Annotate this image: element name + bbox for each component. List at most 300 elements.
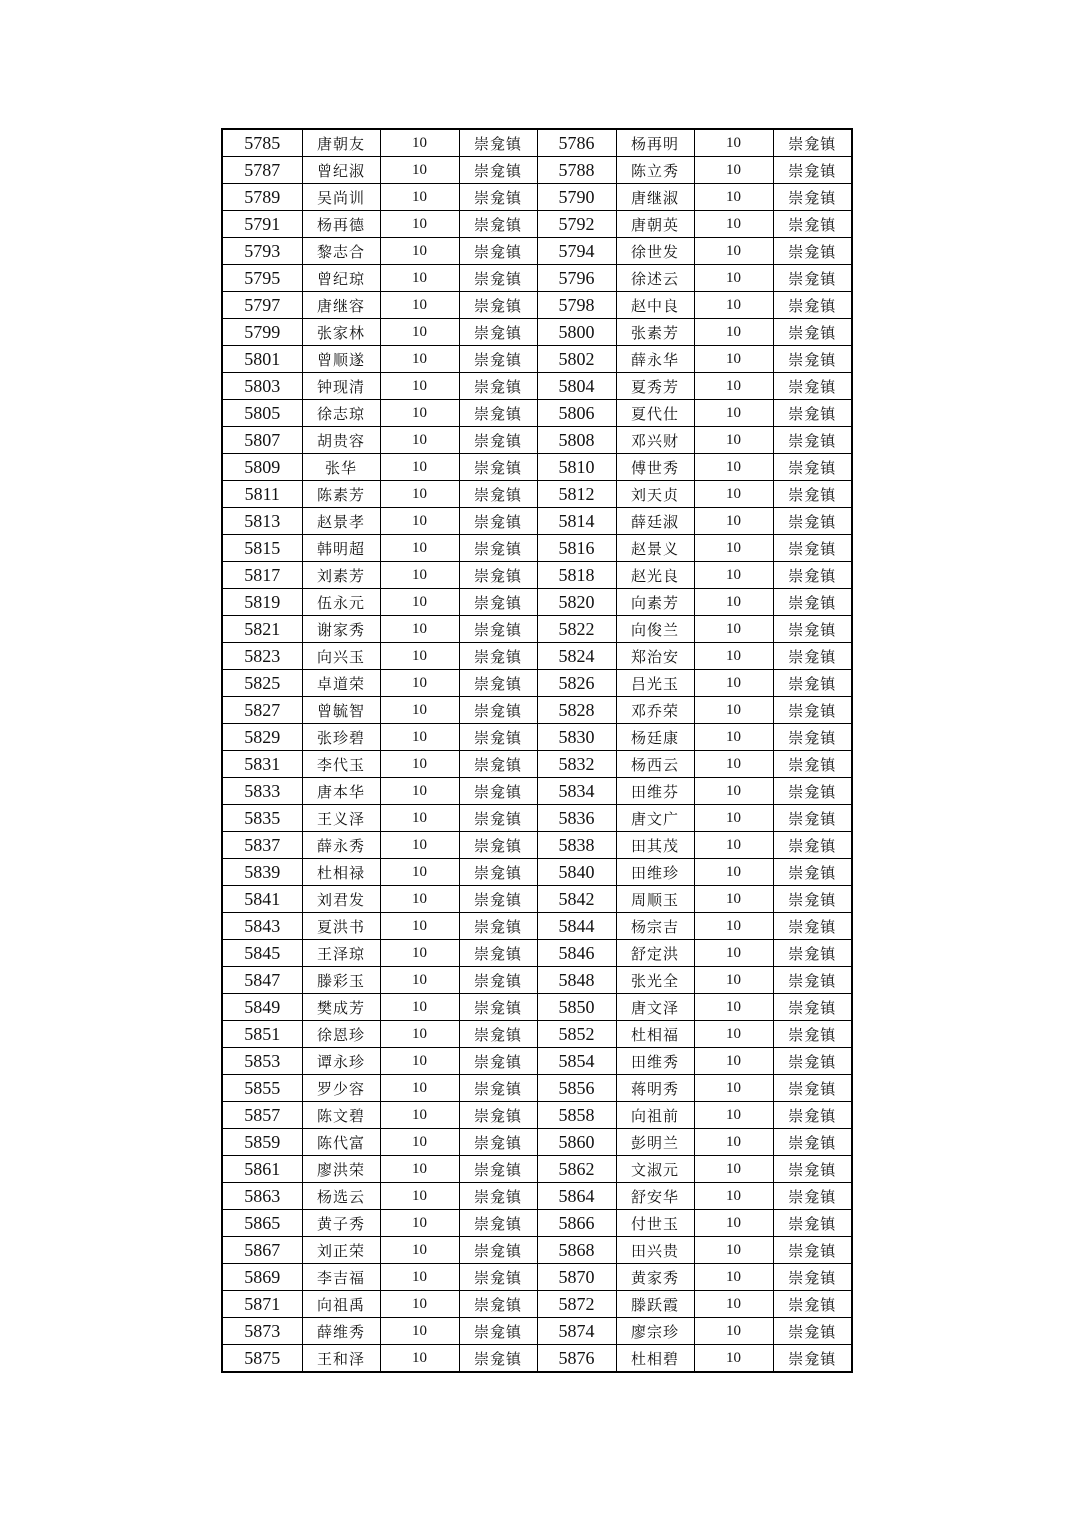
table-row xyxy=(222,1264,852,1291)
amount: 10 xyxy=(694,481,773,508)
amount: 10 xyxy=(694,562,773,589)
person-name: 邓乔荣 xyxy=(616,697,694,724)
entry-number: 5815 xyxy=(222,535,302,562)
amount: 10 xyxy=(694,1264,773,1291)
person-name: 杜相福 xyxy=(616,1021,694,1048)
person-name: 张素芳 xyxy=(616,319,694,346)
person-name: 王泽琼 xyxy=(302,940,380,967)
town-name: 崇龛镇 xyxy=(773,157,852,184)
person-name: 薛永华 xyxy=(616,346,694,373)
entry-number: 5864 xyxy=(537,1183,616,1210)
table-row xyxy=(222,724,852,751)
person-name: 黄家秀 xyxy=(616,1264,694,1291)
town-name: 崇龛镇 xyxy=(459,1291,537,1318)
person-name: 赵景孝 xyxy=(302,508,380,535)
person-name: 唐朝英 xyxy=(616,211,694,238)
town-name: 崇龛镇 xyxy=(459,427,537,454)
town-name: 崇龛镇 xyxy=(773,211,852,238)
town-name: 崇龛镇 xyxy=(773,1345,852,1373)
town-name: 崇龛镇 xyxy=(459,778,537,805)
amount: 10 xyxy=(694,859,773,886)
town-name: 崇龛镇 xyxy=(773,670,852,697)
person-name: 张珍碧 xyxy=(302,724,380,751)
person-name: 田维珍 xyxy=(616,859,694,886)
entry-number: 5862 xyxy=(537,1156,616,1183)
entry-number: 5874 xyxy=(537,1318,616,1345)
person-name: 徐述云 xyxy=(616,265,694,292)
town-name: 崇龛镇 xyxy=(459,265,537,292)
town-name: 崇龛镇 xyxy=(773,129,852,157)
person-name: 徐志琼 xyxy=(302,400,380,427)
amount: 10 xyxy=(694,589,773,616)
amount: 10 xyxy=(694,1210,773,1237)
person-name: 田其茂 xyxy=(616,832,694,859)
town-name: 崇龛镇 xyxy=(459,373,537,400)
town-name: 崇龛镇 xyxy=(773,454,852,481)
town-name: 崇龛镇 xyxy=(459,400,537,427)
amount: 10 xyxy=(694,1102,773,1129)
amount: 10 xyxy=(694,1129,773,1156)
entry-number: 5833 xyxy=(222,778,302,805)
table-row xyxy=(222,670,852,697)
table-row xyxy=(222,265,852,292)
person-name: 薛永秀 xyxy=(302,832,380,859)
amount: 10 xyxy=(380,508,459,535)
table-row xyxy=(222,211,852,238)
person-name: 杨再德 xyxy=(302,211,380,238)
table-row xyxy=(222,346,852,373)
amount: 10 xyxy=(694,265,773,292)
town-name: 崇龛镇 xyxy=(773,616,852,643)
town-name: 崇龛镇 xyxy=(459,697,537,724)
town-name: 崇龛镇 xyxy=(459,319,537,346)
town-name: 崇龛镇 xyxy=(459,508,537,535)
person-name: 夏代仕 xyxy=(616,400,694,427)
table-row xyxy=(222,589,852,616)
amount: 10 xyxy=(380,373,459,400)
person-name: 向祖禹 xyxy=(302,1291,380,1318)
entry-number: 5869 xyxy=(222,1264,302,1291)
town-name: 崇龛镇 xyxy=(459,184,537,211)
person-name: 杨宗吉 xyxy=(616,913,694,940)
person-name: 赵景义 xyxy=(616,535,694,562)
person-name: 周顺玉 xyxy=(616,886,694,913)
amount: 10 xyxy=(694,994,773,1021)
town-name: 崇龛镇 xyxy=(459,1345,537,1373)
town-name: 崇龛镇 xyxy=(773,427,852,454)
town-name: 崇龛镇 xyxy=(773,643,852,670)
table-row xyxy=(222,859,852,886)
table-row xyxy=(222,1156,852,1183)
table-row xyxy=(222,129,852,157)
person-name: 杨再明 xyxy=(616,129,694,157)
person-name: 吴尚训 xyxy=(302,184,380,211)
town-name: 崇龛镇 xyxy=(773,1075,852,1102)
entry-number: 5791 xyxy=(222,211,302,238)
town-name: 崇龛镇 xyxy=(459,967,537,994)
person-name: 杜相碧 xyxy=(616,1345,694,1373)
amount: 10 xyxy=(380,1291,459,1318)
person-name: 刘素芳 xyxy=(302,562,380,589)
entry-number: 5838 xyxy=(537,832,616,859)
entry-number: 5872 xyxy=(537,1291,616,1318)
amount: 10 xyxy=(694,886,773,913)
entry-number: 5805 xyxy=(222,400,302,427)
amount: 10 xyxy=(380,1237,459,1264)
town-name: 崇龛镇 xyxy=(459,616,537,643)
amount: 10 xyxy=(380,1048,459,1075)
amount: 10 xyxy=(380,589,459,616)
amount: 10 xyxy=(380,994,459,1021)
roster-table xyxy=(221,128,853,1373)
entry-number: 5828 xyxy=(537,697,616,724)
town-name: 崇龛镇 xyxy=(773,751,852,778)
amount: 10 xyxy=(380,1264,459,1291)
person-name: 向俊兰 xyxy=(616,616,694,643)
person-name: 陈代富 xyxy=(302,1129,380,1156)
amount: 10 xyxy=(694,292,773,319)
amount: 10 xyxy=(694,319,773,346)
town-name: 崇龛镇 xyxy=(459,859,537,886)
entry-number: 5849 xyxy=(222,994,302,1021)
amount: 10 xyxy=(380,292,459,319)
table-row xyxy=(222,805,852,832)
amount: 10 xyxy=(694,238,773,265)
entry-number: 5796 xyxy=(537,265,616,292)
person-name: 杨西云 xyxy=(616,751,694,778)
person-name: 杨廷康 xyxy=(616,724,694,751)
amount: 10 xyxy=(694,1291,773,1318)
entry-number: 5842 xyxy=(537,886,616,913)
entry-number: 5835 xyxy=(222,805,302,832)
entry-number: 5794 xyxy=(537,238,616,265)
table-row xyxy=(222,1048,852,1075)
amount: 10 xyxy=(380,346,459,373)
town-name: 崇龛镇 xyxy=(459,643,537,670)
town-name: 崇龛镇 xyxy=(773,535,852,562)
entry-number: 5875 xyxy=(222,1345,302,1373)
amount: 10 xyxy=(694,157,773,184)
amount: 10 xyxy=(380,643,459,670)
amount: 10 xyxy=(694,1345,773,1373)
amount: 10 xyxy=(694,1048,773,1075)
amount: 10 xyxy=(380,1129,459,1156)
person-name: 李吉福 xyxy=(302,1264,380,1291)
amount: 10 xyxy=(694,454,773,481)
person-name: 王义泽 xyxy=(302,805,380,832)
entry-number: 5866 xyxy=(537,1210,616,1237)
entry-number: 5804 xyxy=(537,373,616,400)
person-name: 廖宗珍 xyxy=(616,1318,694,1345)
table-row xyxy=(222,832,852,859)
person-name: 黄子秀 xyxy=(302,1210,380,1237)
entry-number: 5856 xyxy=(537,1075,616,1102)
entry-number: 5850 xyxy=(537,994,616,1021)
amount: 10 xyxy=(694,211,773,238)
amount: 10 xyxy=(694,508,773,535)
table-row xyxy=(222,481,852,508)
person-name: 邓兴财 xyxy=(616,427,694,454)
town-name: 崇龛镇 xyxy=(773,1264,852,1291)
town-name: 崇龛镇 xyxy=(459,1075,537,1102)
town-name: 崇龛镇 xyxy=(459,562,537,589)
town-name: 崇龛镇 xyxy=(459,346,537,373)
town-name: 崇龛镇 xyxy=(773,913,852,940)
person-name: 付世玉 xyxy=(616,1210,694,1237)
amount: 10 xyxy=(380,184,459,211)
person-name: 薛维秀 xyxy=(302,1318,380,1345)
amount: 10 xyxy=(380,400,459,427)
town-name: 崇龛镇 xyxy=(459,1318,537,1345)
entry-number: 5876 xyxy=(537,1345,616,1373)
table-row xyxy=(222,1021,852,1048)
town-name: 崇龛镇 xyxy=(773,589,852,616)
amount: 10 xyxy=(380,535,459,562)
town-name: 崇龛镇 xyxy=(459,1129,537,1156)
person-name: 伍永元 xyxy=(302,589,380,616)
person-name: 傅世秀 xyxy=(616,454,694,481)
amount: 10 xyxy=(694,616,773,643)
person-name: 曾纪琼 xyxy=(302,265,380,292)
amount: 10 xyxy=(380,427,459,454)
town-name: 崇龛镇 xyxy=(459,1237,537,1264)
table-row xyxy=(222,427,852,454)
person-name: 张家林 xyxy=(302,319,380,346)
entry-number: 5816 xyxy=(537,535,616,562)
amount: 10 xyxy=(380,1318,459,1345)
amount: 10 xyxy=(380,265,459,292)
table-row xyxy=(222,400,852,427)
person-name: 蒋明秀 xyxy=(616,1075,694,1102)
amount: 10 xyxy=(380,616,459,643)
town-name: 崇龛镇 xyxy=(459,589,537,616)
amount: 10 xyxy=(694,832,773,859)
amount: 10 xyxy=(694,1156,773,1183)
town-name: 崇龛镇 xyxy=(773,1183,852,1210)
entry-number: 5820 xyxy=(537,589,616,616)
entry-number: 5836 xyxy=(537,805,616,832)
amount: 10 xyxy=(694,670,773,697)
town-name: 崇龛镇 xyxy=(459,1021,537,1048)
entry-number: 5819 xyxy=(222,589,302,616)
table-row xyxy=(222,238,852,265)
person-name: 韩明超 xyxy=(302,535,380,562)
entry-number: 5789 xyxy=(222,184,302,211)
amount: 10 xyxy=(694,940,773,967)
amount: 10 xyxy=(380,670,459,697)
person-name: 刘正荣 xyxy=(302,1237,380,1264)
entry-number: 5858 xyxy=(537,1102,616,1129)
person-name: 谭永珍 xyxy=(302,1048,380,1075)
table-row xyxy=(222,508,852,535)
town-name: 崇龛镇 xyxy=(459,481,537,508)
entry-number: 5799 xyxy=(222,319,302,346)
table-row xyxy=(222,940,852,967)
entry-number: 5837 xyxy=(222,832,302,859)
town-name: 崇龛镇 xyxy=(773,1210,852,1237)
person-name: 田兴贵 xyxy=(616,1237,694,1264)
person-name: 钟现清 xyxy=(302,373,380,400)
amount: 10 xyxy=(694,1183,773,1210)
amount: 10 xyxy=(380,1075,459,1102)
person-name: 田维秀 xyxy=(616,1048,694,1075)
amount: 10 xyxy=(694,697,773,724)
person-name: 吕光玉 xyxy=(616,670,694,697)
entry-number: 5863 xyxy=(222,1183,302,1210)
amount: 10 xyxy=(694,1237,773,1264)
town-name: 崇龛镇 xyxy=(773,1237,852,1264)
entry-number: 5834 xyxy=(537,778,616,805)
person-name: 滕跃霞 xyxy=(616,1291,694,1318)
town-name: 崇龛镇 xyxy=(773,1021,852,1048)
entry-number: 5812 xyxy=(537,481,616,508)
entry-number: 5853 xyxy=(222,1048,302,1075)
entry-number: 5824 xyxy=(537,643,616,670)
town-name: 崇龛镇 xyxy=(459,1264,537,1291)
town-name: 崇龛镇 xyxy=(459,670,537,697)
entry-number: 5786 xyxy=(537,129,616,157)
table-row xyxy=(222,616,852,643)
person-name: 卓道荣 xyxy=(302,670,380,697)
town-name: 崇龛镇 xyxy=(773,994,852,1021)
person-name: 舒定洪 xyxy=(616,940,694,967)
town-name: 崇龛镇 xyxy=(773,319,852,346)
town-name: 崇龛镇 xyxy=(773,859,852,886)
amount: 10 xyxy=(380,832,459,859)
town-name: 崇龛镇 xyxy=(459,940,537,967)
amount: 10 xyxy=(380,157,459,184)
amount: 10 xyxy=(694,1021,773,1048)
entry-number: 5830 xyxy=(537,724,616,751)
person-name: 李代玉 xyxy=(302,751,380,778)
person-name: 彭明兰 xyxy=(616,1129,694,1156)
amount: 10 xyxy=(380,886,459,913)
table-row xyxy=(222,1210,852,1237)
amount: 10 xyxy=(694,184,773,211)
person-name: 赵光良 xyxy=(616,562,694,589)
amount: 10 xyxy=(380,859,459,886)
town-name: 崇龛镇 xyxy=(773,508,852,535)
town-name: 崇龛镇 xyxy=(459,1048,537,1075)
entry-number: 5852 xyxy=(537,1021,616,1048)
table-row xyxy=(222,643,852,670)
table-row xyxy=(222,535,852,562)
person-name: 张光全 xyxy=(616,967,694,994)
person-name: 廖洪荣 xyxy=(302,1156,380,1183)
table-row xyxy=(222,751,852,778)
entry-number: 5843 xyxy=(222,913,302,940)
entry-number: 5832 xyxy=(537,751,616,778)
town-name: 崇龛镇 xyxy=(773,400,852,427)
town-name: 崇龛镇 xyxy=(773,697,852,724)
person-name: 唐文泽 xyxy=(616,994,694,1021)
town-name: 崇龛镇 xyxy=(459,1156,537,1183)
entry-number: 5793 xyxy=(222,238,302,265)
town-name: 崇龛镇 xyxy=(459,129,537,157)
town-name: 崇龛镇 xyxy=(459,994,537,1021)
town-name: 崇龛镇 xyxy=(459,886,537,913)
entry-number: 5797 xyxy=(222,292,302,319)
entry-number: 5814 xyxy=(537,508,616,535)
table-row xyxy=(222,454,852,481)
table-row xyxy=(222,1345,852,1373)
person-name: 刘天贞 xyxy=(616,481,694,508)
town-name: 崇龛镇 xyxy=(459,535,537,562)
entry-number: 5825 xyxy=(222,670,302,697)
entry-number: 5857 xyxy=(222,1102,302,1129)
person-name: 唐本华 xyxy=(302,778,380,805)
entry-number: 5822 xyxy=(537,616,616,643)
town-name: 崇龛镇 xyxy=(459,211,537,238)
entry-number: 5845 xyxy=(222,940,302,967)
table-row xyxy=(222,994,852,1021)
town-name: 崇龛镇 xyxy=(773,1048,852,1075)
person-name: 曾毓智 xyxy=(302,697,380,724)
person-name: 向素芳 xyxy=(616,589,694,616)
amount: 10 xyxy=(380,778,459,805)
roster-body xyxy=(222,129,852,1372)
table-row xyxy=(222,1183,852,1210)
entry-number: 5795 xyxy=(222,265,302,292)
entry-number: 5785 xyxy=(222,129,302,157)
amount: 10 xyxy=(380,129,459,157)
person-name: 唐文广 xyxy=(616,805,694,832)
entry-number: 5802 xyxy=(537,346,616,373)
town-name: 崇龛镇 xyxy=(459,292,537,319)
amount: 10 xyxy=(380,697,459,724)
person-name: 夏洪书 xyxy=(302,913,380,940)
entry-number: 5829 xyxy=(222,724,302,751)
amount: 10 xyxy=(380,211,459,238)
amount: 10 xyxy=(380,1021,459,1048)
entry-number: 5792 xyxy=(537,211,616,238)
amount: 10 xyxy=(694,400,773,427)
town-name: 崇龛镇 xyxy=(773,373,852,400)
table-row xyxy=(222,292,852,319)
table-row xyxy=(222,562,852,589)
amount: 10 xyxy=(694,724,773,751)
amount: 10 xyxy=(380,481,459,508)
amount: 10 xyxy=(694,967,773,994)
entry-number: 5844 xyxy=(537,913,616,940)
amount: 10 xyxy=(380,454,459,481)
town-name: 崇龛镇 xyxy=(459,751,537,778)
person-name: 唐继淑 xyxy=(616,184,694,211)
town-name: 崇龛镇 xyxy=(773,265,852,292)
person-name: 陈素芳 xyxy=(302,481,380,508)
amount: 10 xyxy=(380,562,459,589)
town-name: 崇龛镇 xyxy=(459,913,537,940)
table-row xyxy=(222,886,852,913)
town-name: 崇龛镇 xyxy=(773,778,852,805)
amount: 10 xyxy=(380,1156,459,1183)
amount: 10 xyxy=(380,1210,459,1237)
amount: 10 xyxy=(380,319,459,346)
town-name: 崇龛镇 xyxy=(459,1183,537,1210)
person-name: 杜相禄 xyxy=(302,859,380,886)
person-name: 谢家秀 xyxy=(302,616,380,643)
entry-number: 5821 xyxy=(222,616,302,643)
town-name: 崇龛镇 xyxy=(459,1102,537,1129)
amount: 10 xyxy=(380,238,459,265)
town-name: 崇龛镇 xyxy=(773,1318,852,1345)
person-name: 田维芬 xyxy=(616,778,694,805)
table-row xyxy=(222,1318,852,1345)
person-name: 曾纪淑 xyxy=(302,157,380,184)
entry-number: 5848 xyxy=(537,967,616,994)
amount: 10 xyxy=(694,1318,773,1345)
person-name: 刘君发 xyxy=(302,886,380,913)
